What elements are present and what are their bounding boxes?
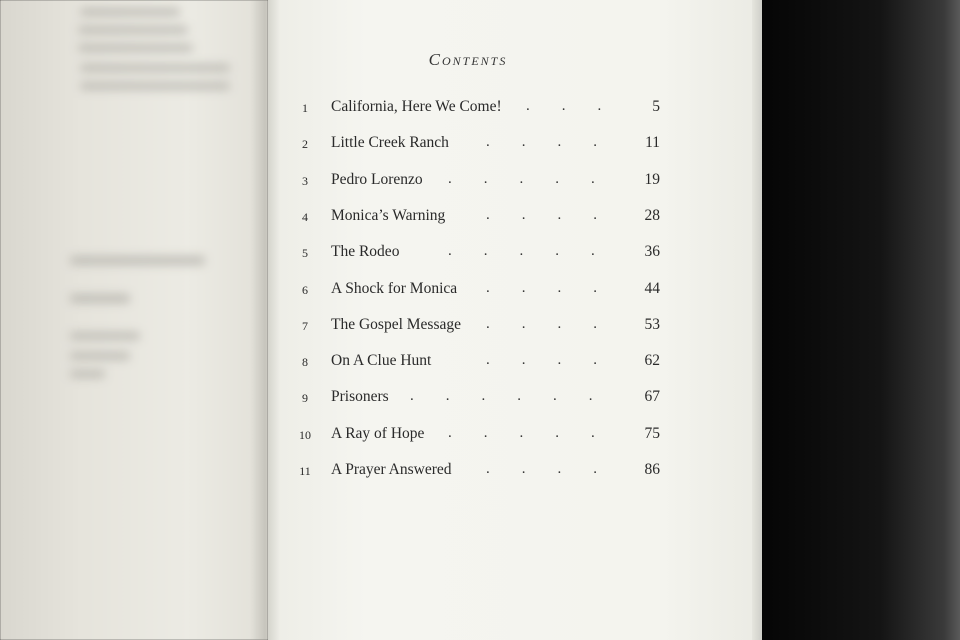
contents-heading: Contents	[428, 50, 508, 69]
page-number: 67	[644, 388, 660, 405]
chapter-number: 4	[302, 210, 308, 224]
chapter-number: 3	[302, 174, 308, 188]
chapter-title: A Ray of Hope	[331, 425, 425, 442]
chapter-number: 2	[302, 137, 308, 151]
page-number: 86	[644, 461, 660, 478]
chapter-title: Pedro Lorenzo	[331, 171, 423, 188]
toc-entry	[0, 388, 760, 410]
chapter-number: 10	[299, 428, 311, 442]
toc-entry	[0, 98, 760, 120]
toc-entry	[0, 171, 760, 193]
toc-entry	[0, 352, 760, 374]
page-number: 62	[644, 352, 660, 369]
chapter-title: A Prayer Answered	[331, 461, 452, 478]
chapter-number: 11	[299, 464, 311, 478]
chapter-title: The Rodeo	[331, 243, 400, 260]
toc-entry	[0, 461, 760, 483]
leader-dots: ....	[486, 134, 629, 150]
chapter-title: A Shock for Monica	[331, 280, 458, 297]
page-number: 19	[644, 171, 660, 188]
leader-dots: .....	[448, 425, 627, 441]
toc-entry	[0, 134, 760, 156]
toc-entry	[0, 280, 760, 302]
toc-entry	[0, 316, 760, 338]
toc-entry	[0, 243, 760, 265]
chapter-number: 9	[302, 391, 308, 405]
chapter-number: 5	[302, 246, 308, 260]
toc-entry	[0, 207, 760, 229]
leader-dots: .....	[448, 171, 627, 187]
chapter-title: Prisoners	[331, 388, 389, 405]
page-number: 5	[652, 98, 660, 115]
page-number: 75	[644, 425, 660, 442]
leader-dots: ....	[486, 461, 629, 477]
background-dark	[760, 0, 960, 640]
page-number: 11	[645, 134, 660, 151]
page-number: 36	[644, 243, 660, 260]
leader-dots: ....	[486, 352, 629, 368]
leader-dots: ....	[486, 207, 629, 223]
page-number: 28	[644, 207, 660, 224]
chapter-number: 8	[302, 355, 308, 369]
chapter-title: Monica’s Warning	[331, 207, 446, 224]
chapter-number: 7	[302, 319, 308, 333]
page-number: 53	[644, 316, 660, 333]
toc-entry	[0, 425, 760, 447]
chapter-number: 1	[302, 101, 308, 115]
chapter-number: 6	[302, 283, 308, 297]
leader-dots: ...	[526, 98, 634, 114]
chapter-title: On A Clue Hunt	[331, 352, 432, 369]
chapter-title: Little Creek Ranch	[331, 134, 449, 151]
leader-dots: ......	[410, 388, 625, 404]
leader-dots: ....	[486, 280, 629, 296]
chapter-title: California, Here We Come!	[331, 98, 502, 115]
page-number: 44	[644, 280, 660, 297]
chapter-title: The Gospel Message	[331, 316, 461, 333]
leader-dots: .....	[448, 243, 627, 259]
leader-dots: ....	[486, 316, 629, 332]
